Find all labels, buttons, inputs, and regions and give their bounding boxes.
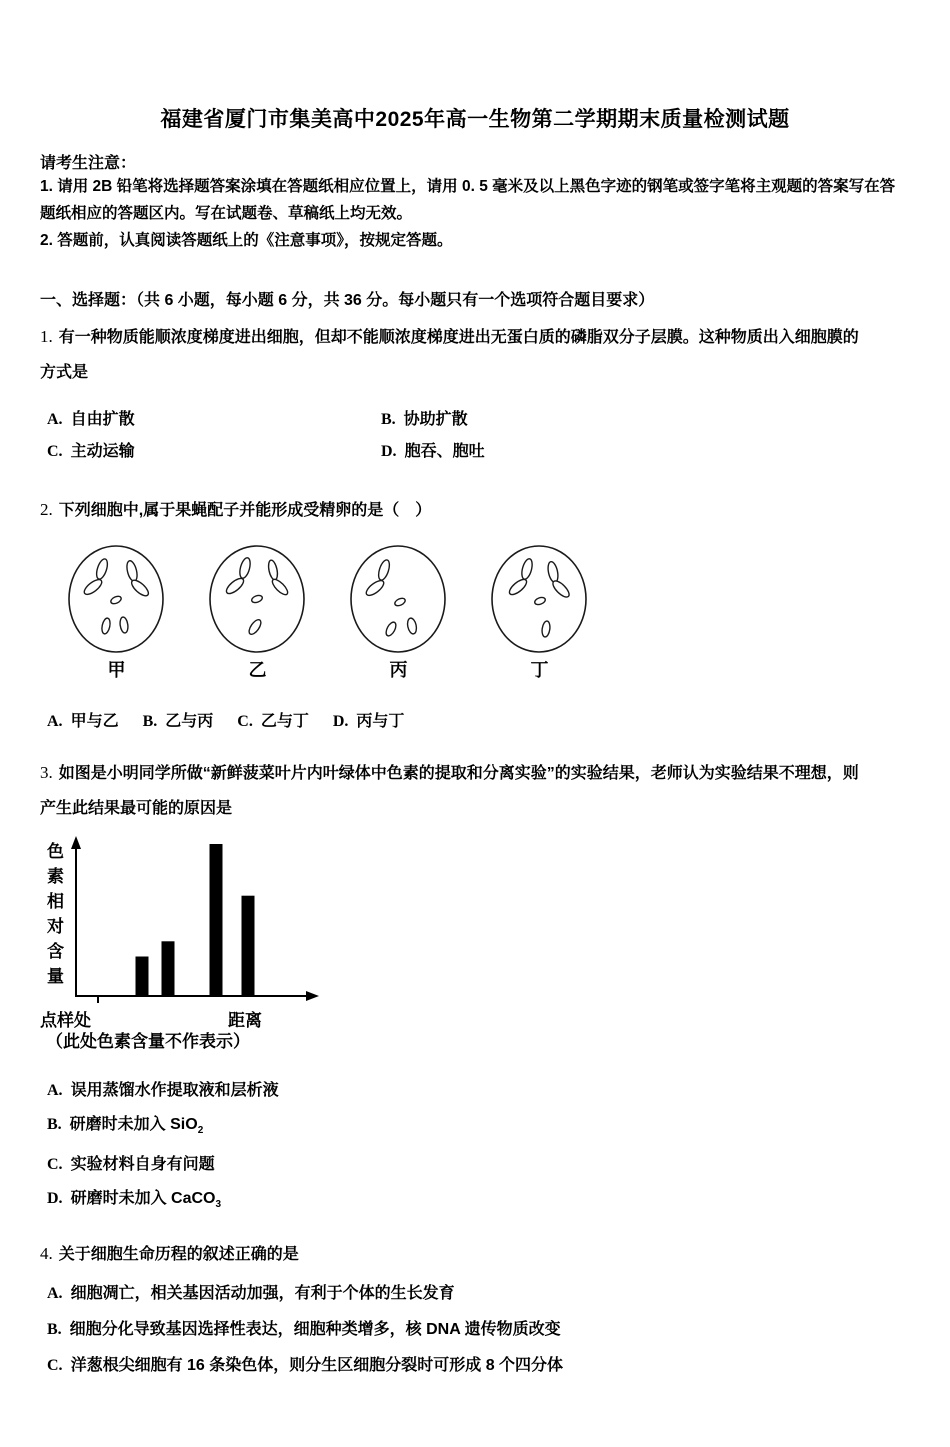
chart-note: （此处色素含量不作表示） bbox=[46, 1032, 250, 1051]
question-3 bbox=[40, 755, 910, 1222]
option-d: D. 研磨时未加入 CaCO$_3$ bbox=[47, 1190, 222, 1211]
option-a: A. 甲与乙 bbox=[47, 713, 119, 730]
question-1-text: 1. 有一种物质能顺浓度梯度进出细胞，但却不能顺浓度梯度进出无蛋白质的磷脂双分子层膜。这种物质出入细胞膜的方式是 bbox=[40, 327, 859, 381]
chart-plot bbox=[66, 836, 322, 1004]
option-b: B. 细胞分化导致基因选择性表达，细胞种类增多，核 DNA 遗传物质改变 bbox=[47, 1321, 561, 1339]
cell-yi-drawing bbox=[205, 542, 310, 656]
question-4-options bbox=[47, 1276, 910, 1384]
cell-yi-label: 乙 bbox=[248, 660, 267, 680]
option-a: A. 细胞凋亡，相关基因活动加强，有利于个体的生长发育 bbox=[47, 1285, 455, 1303]
q3-chart-bars bbox=[136, 844, 255, 996]
cell-bing-drawing bbox=[346, 542, 451, 656]
question-3-options bbox=[47, 1074, 910, 1222]
cell-jia-label: 甲 bbox=[107, 660, 126, 680]
pigment-chart bbox=[40, 836, 910, 1054]
option-b: B. 研磨时未加入 SiO$_2$ bbox=[47, 1116, 204, 1137]
section-header: 一、选择题：（共 6 小题，每小题 6 分，共 36 分。每小题只有一个选项符合题目要求） bbox=[40, 292, 655, 309]
cell-jia-drawing bbox=[64, 542, 169, 656]
notice-item-1: 1. 请用 2B 铅笔将选择题答案涂填在答题纸相应位置上，请用 0. 5 毫米及以上黑色字迹的钢笔或签字笔将主观题的答案写在答题纸相应的答题区内。写在试题卷、草稿纸上均无效。 bbox=[40, 178, 896, 222]
exam-page bbox=[0, 103, 950, 1384]
question-3-text: 3. 如图是小明同学所做“新鲜菠菜叶片内叶绿体中色素的提取和分离实验”的实验结果，老师认为实验结果不理想，则产生此结果最可能的原因是 bbox=[40, 763, 859, 817]
cell-ding bbox=[487, 542, 592, 682]
notice-label: 请考生注意： bbox=[40, 155, 137, 172]
option-c: C. 实验材料自身有问题 bbox=[47, 1156, 215, 1174]
question-2-text: 2. 下列细胞中,属于果蝇配子并能形成受精卵的是（ ） bbox=[40, 500, 432, 519]
question-1 bbox=[40, 319, 910, 468]
cell-jia bbox=[64, 542, 169, 682]
cell-ding-drawing bbox=[487, 542, 592, 656]
question-2-options bbox=[47, 708, 910, 731]
option-b: B. 协助扩散 bbox=[381, 411, 468, 428]
y-axis-arrow bbox=[71, 836, 81, 849]
option-d: D. 丙与丁 bbox=[332, 713, 405, 730]
page-title: 福建省厦门市集美高中2025年高一生物第二学期期末质量检测试题 bbox=[160, 108, 790, 131]
cell-bing-label: 丙 bbox=[389, 660, 408, 680]
question-2 bbox=[40, 492, 910, 731]
x-axis-arrow bbox=[306, 991, 319, 1001]
chart-distance-label: 距离 bbox=[228, 1011, 262, 1030]
question-4 bbox=[40, 1236, 910, 1384]
question-4-text: 4. 关于细胞生命历程的叙述正确的是 bbox=[40, 1244, 299, 1264]
chart-y-axis-label: 色素相对含量 bbox=[44, 842, 63, 992]
option-c: C. 洋葱根尖细胞有 16 条染色体，则分生区细胞分裂时可形成 8 个四分体 bbox=[47, 1357, 564, 1375]
chart-x-axis-labels bbox=[40, 1004, 910, 1030]
cell-yi bbox=[205, 542, 310, 682]
question-2-number: 2. bbox=[40, 500, 53, 519]
chart-origin-label: 点样处 bbox=[40, 1011, 91, 1030]
option-c: C. 主动运输 bbox=[47, 443, 135, 460]
option-d: D. 胞吞、胞吐 bbox=[381, 443, 485, 460]
fly-gamete-cells-figure bbox=[64, 542, 910, 682]
cell-bing bbox=[346, 542, 451, 682]
question-3-number: 3. bbox=[40, 763, 53, 782]
question-1-options bbox=[47, 404, 910, 468]
option-a: A. 误用蒸馏水作提取液和层析液 bbox=[47, 1082, 279, 1099]
cell-ding-label: 丁 bbox=[530, 660, 549, 680]
option-a: A. 自由扩散 bbox=[47, 411, 135, 428]
option-b: B. 乙与丙 bbox=[142, 713, 214, 730]
question-1-number: 1. bbox=[40, 327, 53, 346]
question-4-number: 4. bbox=[40, 1244, 53, 1264]
option-c: C. 乙与丁 bbox=[237, 713, 309, 730]
notice-item-2: 2. 答题前，认真阅读答题纸上的《注意事项》，按规定答题。 bbox=[40, 232, 453, 249]
